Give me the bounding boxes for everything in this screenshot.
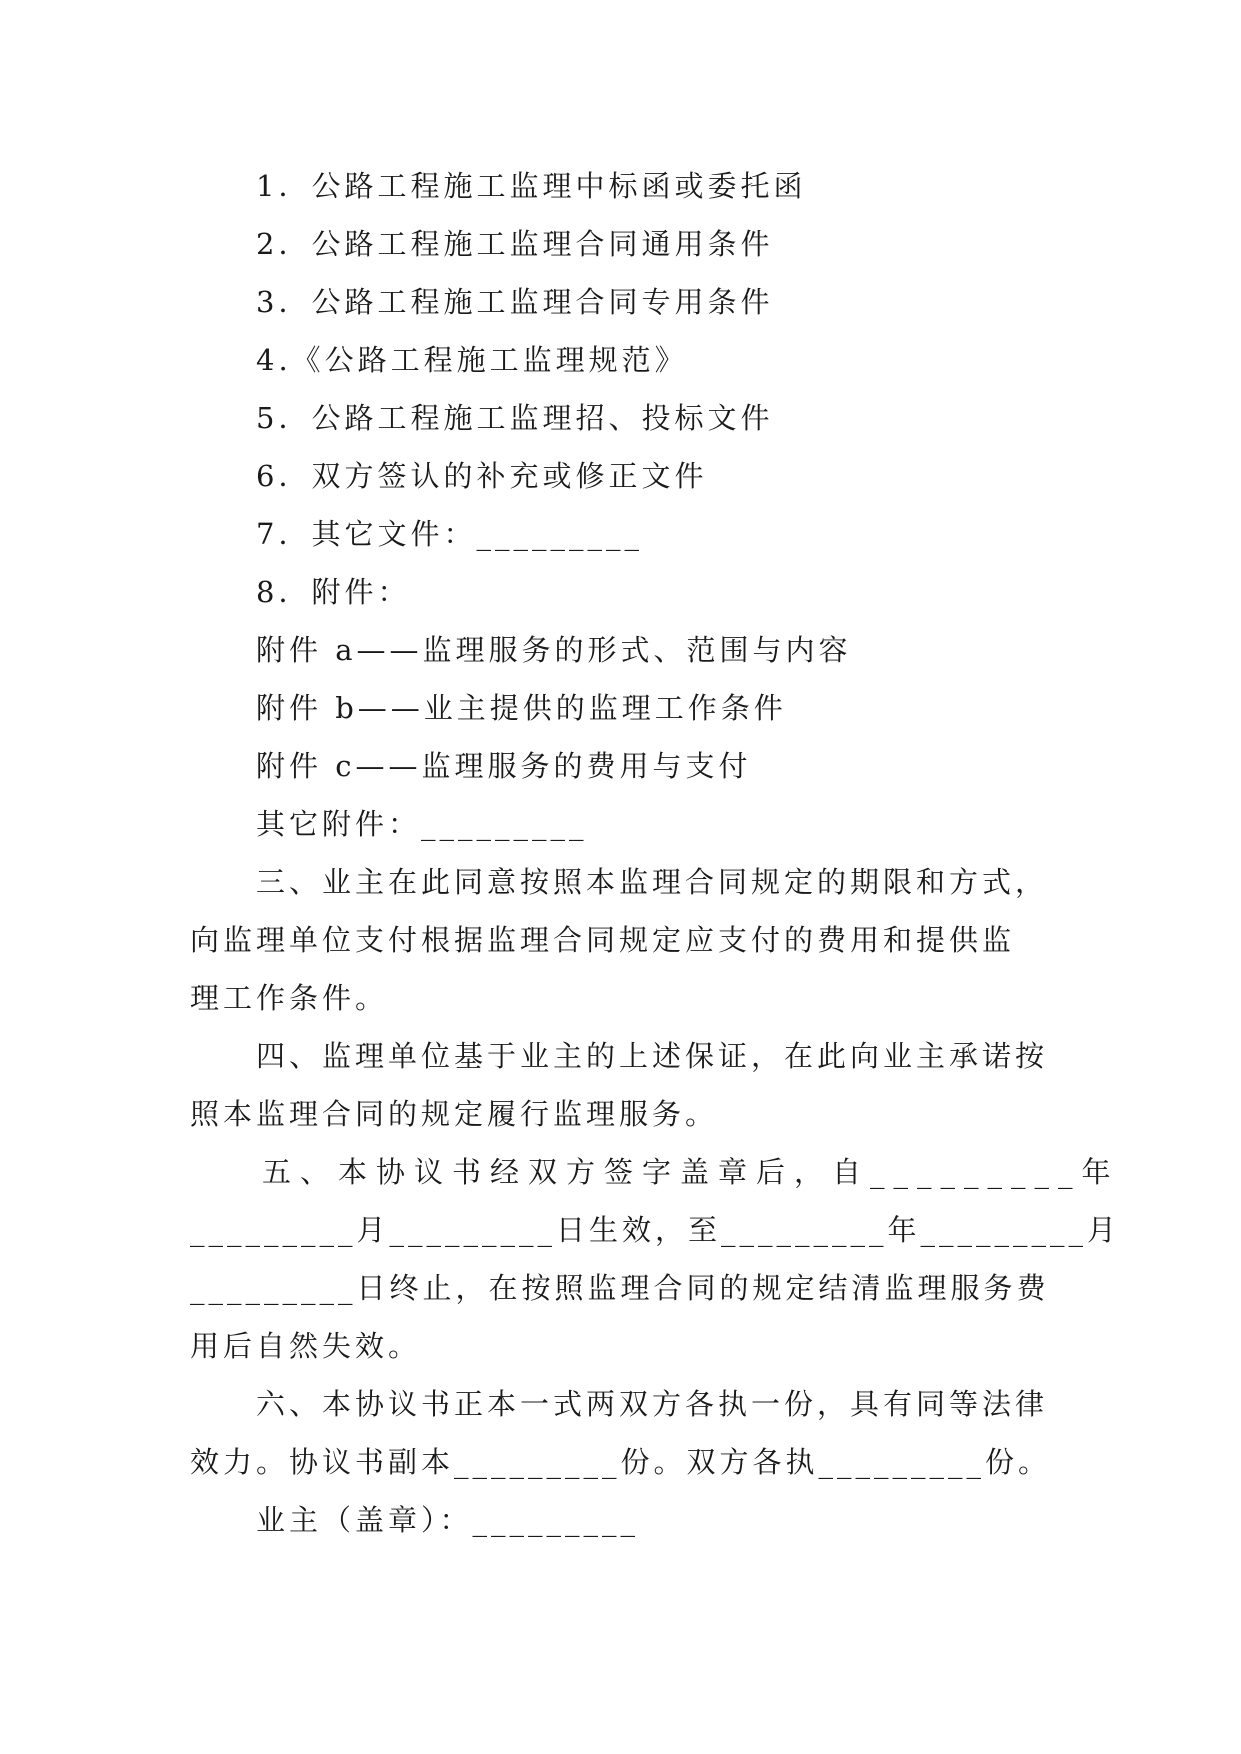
attachment-item: 附件 b——业主提供的监理工作条件 xyxy=(256,691,787,725)
clause-3-line: 三、业主在此同意按照本监理合同规定的期限和方式， xyxy=(256,865,1049,899)
attachment-item: 附件 c——监理服务的费用与支付 xyxy=(256,749,752,783)
signature-line: 业主（盖章）：_________ xyxy=(256,1503,640,1537)
list-item: 7．其它文件：_________ xyxy=(256,517,643,551)
list-item: 1．公路工程施工监理中标函或委托函 xyxy=(256,169,807,203)
list-item: 6．双方签认的补充或修正文件 xyxy=(256,459,708,493)
clause-4-line: 照本监理合同的规定履行监理服务。 xyxy=(190,1097,719,1131)
clause-5-line: 五、本协议书经双方签字盖章后，自_________年 xyxy=(262,1155,1120,1189)
clause-3-line: 理工作条件。 xyxy=(190,981,389,1015)
clause-4-line: 四、监理单位基于业主的上述保证，在此向业主承诺按 xyxy=(256,1039,1049,1073)
list-item: 8．附件： xyxy=(256,575,411,609)
attachment-item: 附件 a——监理服务的形式、范围与内容 xyxy=(256,633,852,667)
clause-6-line: 六、本协议书正本一式两双方各执一份，具有同等法律 xyxy=(256,1387,1049,1421)
list-item: 5．公路工程施工监理招、投标文件 xyxy=(256,401,774,435)
list-item: 2．公路工程施工监理合同通用条件 xyxy=(256,227,774,261)
attachment-item: 其它附件：_________ xyxy=(256,807,588,841)
clause-3-line: 向监理单位支付根据监理合同规定应支付的费用和提供监 xyxy=(190,923,1016,957)
list-item: 3．公路工程施工监理合同专用条件 xyxy=(256,285,774,319)
list-item: 4.《公路工程施工监理规范》 xyxy=(256,343,688,377)
clause-6-line: 效力。协议书副本_________份。双方各执_________份。 xyxy=(190,1445,1052,1479)
clause-5-line: 用后自然失效。 xyxy=(190,1329,422,1363)
clause-5-line: _________月_________日生效，至_________年_________月 xyxy=(190,1213,1121,1247)
clause-5-line: _________日终止，在按照监理合同的规定结清监理服务费 xyxy=(190,1271,1050,1305)
